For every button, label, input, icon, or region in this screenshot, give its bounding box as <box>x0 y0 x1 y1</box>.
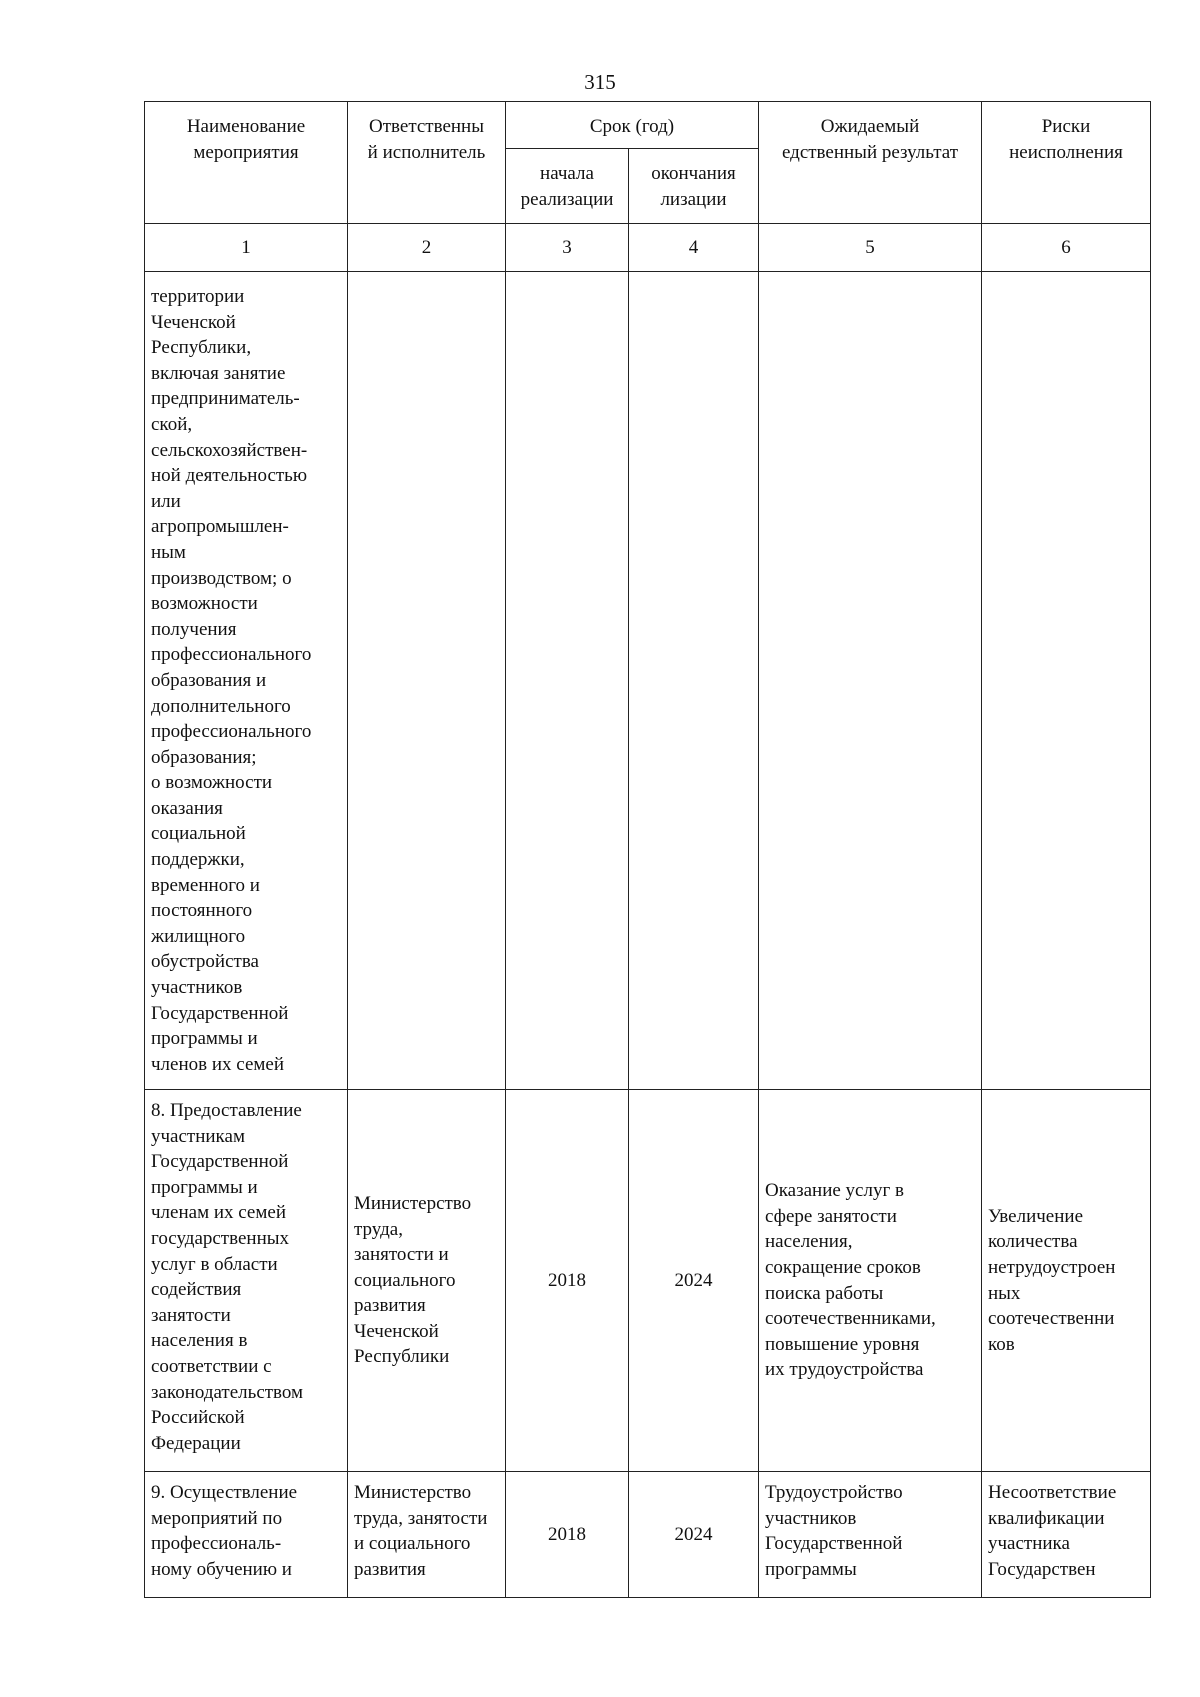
header-result: Ожидаемый едственный результат <box>781 116 959 163</box>
column-number: 5 <box>759 224 982 272</box>
measures-table <box>144 101 1151 1598</box>
responsible-executor <box>348 272 506 1090</box>
end-year: 2024 <box>629 1472 759 1598</box>
header-name: Наименование мероприятия <box>145 102 348 224</box>
header-row <box>145 102 1151 149</box>
table-row <box>145 272 1151 1090</box>
end-year <box>629 272 759 1090</box>
page-number: 315 <box>584 70 616 94</box>
start-year <box>506 272 629 1090</box>
header-end: окончания лизации <box>629 149 759 224</box>
start-year: 2018 <box>506 1090 629 1472</box>
column-number: 2 <box>348 224 506 272</box>
measure-name: 9. Осуществление мероприятий по профессиональ- ному обучению и <box>145 1472 348 1598</box>
expected-result: Оказание услуг в сфере занятости населения, сокращение сроков поиска работы соотечественниками, повышение уровня их трудоустройства <box>759 1090 982 1472</box>
start-year: 2018 <box>506 1472 629 1598</box>
header-responsible: Ответственны й исполнитель <box>348 102 506 224</box>
table-row <box>145 1090 1151 1472</box>
column-number-row <box>145 224 1151 272</box>
header-start: начала реализации <box>506 149 629 224</box>
column-number: 4 <box>629 224 759 272</box>
end-year: 2024 <box>629 1090 759 1472</box>
responsible-executor: Министерство труда, занятости и социального развития Чеченской Республики <box>348 1090 506 1472</box>
column-number: 6 <box>982 224 1151 272</box>
risks: Несоответствие квалификации участника Государствен <box>982 1472 1151 1598</box>
risks: Увеличение количества нетрудоустроен ных соотечественни ков <box>982 1090 1151 1472</box>
column-number: 3 <box>506 224 629 272</box>
header-risks: Риски неисполнения <box>982 102 1151 224</box>
header-term: Срок (год) <box>506 102 759 149</box>
responsible-executor: Министерство труда, занятости и социального развития <box>348 1472 506 1598</box>
column-number: 1 <box>145 224 348 272</box>
table-row <box>145 1472 1151 1598</box>
expected-result <box>759 272 982 1090</box>
header-result-cell <box>759 102 982 224</box>
measure-name: территории Чеченской Республики, включая занятие предприниматель- ской, сельскохозяйствен- ной деятельностью или агропромышлен- ным производством; о возможности получения профессионального образования и дополнительного профессионального образования; о возможности оказания социальной поддержки, временного и постоянного жилищного обустройства участников Государственной программы и членов их семей <box>145 272 348 1090</box>
measure-name: 8. Предоставление участникам Государственной программы и членам их семей государственных услуг в области содействия занятости населения в соответствии с законодательством Российской Федерации <box>145 1090 348 1472</box>
expected-result: Трудоустройство участников Государственной программы <box>759 1472 982 1598</box>
risks <box>982 272 1151 1090</box>
